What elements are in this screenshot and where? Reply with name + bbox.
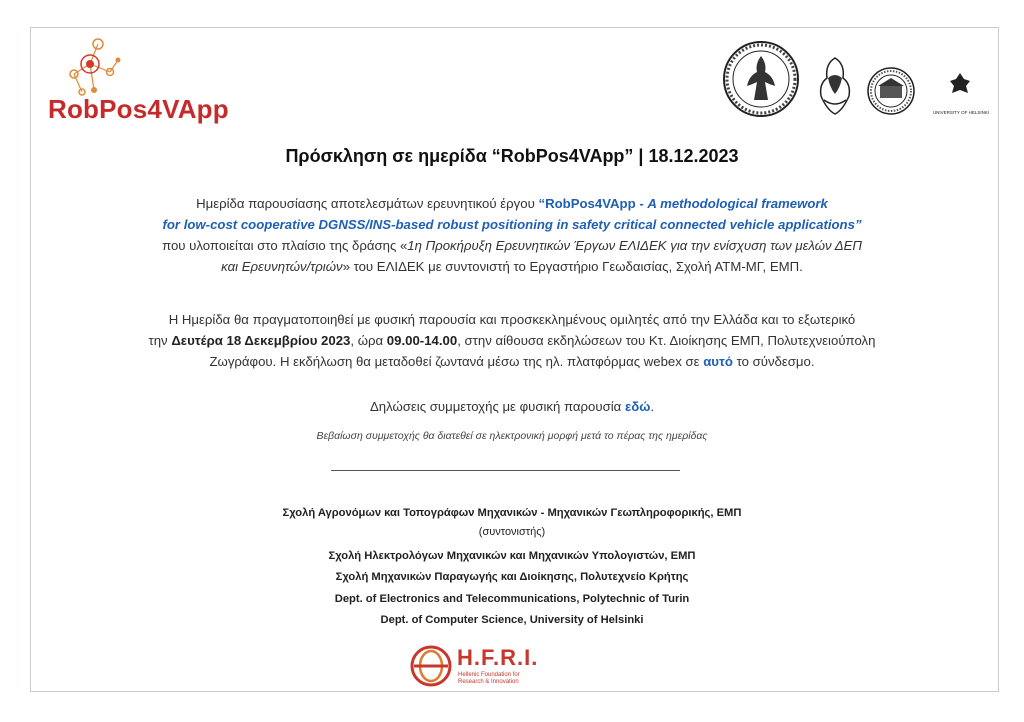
partner-logos <box>720 40 990 120</box>
stream-link[interactable]: αυτό <box>703 354 733 369</box>
event-date: Δευτέρα 18 Δεκεμβρίου 2023 <box>171 333 351 348</box>
partners-list <box>0 503 1024 632</box>
event-venue: , στην αίθουσα εκδηλώσεων του Κτ. Διοίκησης ΕΜΠ, Πολυτεχνειούπολη <box>457 333 876 348</box>
project-title-line1: A methodological framework <box>647 196 828 211</box>
partner-item: Dept. of Electronics and Telecommunications, Polytechnic of Turin <box>334 592 690 605</box>
hfri-logo <box>410 645 540 687</box>
hfri-full-line2: Research & Innovation <box>458 679 519 685</box>
action-line1: 1η Προκήρυξη Ερευνητικών Έργων ΕΛΙΔΕΚ για την ενίσχυση των μελών ΔΕΠ <box>407 238 862 253</box>
page-title: Πρόσκληση σε ημερίδα “RobPos4VApp” | 18.12.2023 <box>285 146 739 166</box>
stream-lead: Ζωγράφου. Η εκδήλωση θα μεταδοθεί ζωντανά μέσω της ηλ. πλατφόρμας webex σε <box>209 354 704 369</box>
helsinki-logo <box>932 72 990 120</box>
partner-item: Dept. of Computer Science, University of Helsinki <box>380 614 644 626</box>
action-line2: και Ερευνητών/τριών <box>221 259 343 274</box>
intro-lead: Ημερίδα παρουσίασης αποτελεσμάτων ερευνητικού έργου <box>196 196 539 211</box>
hfri-full-line1: Hellenic Foundation for <box>458 672 520 678</box>
brand-name: RobPos4VApp <box>48 94 229 124</box>
helsinki-caption: UNIVERSITY OF HELSINKI <box>932 110 990 115</box>
intro-paragraph <box>60 193 964 277</box>
hfri-full-name <box>458 672 520 686</box>
partner-item: Σχολή Αγρονόμων και Τοπογράφων Μηχανικών - Μηχανικών Γεωπληροφορικής, ΕΜΠ <box>282 507 742 519</box>
registration-link[interactable]: εδώ <box>624 399 651 414</box>
registration-line <box>0 399 1024 414</box>
time-lead: , ώρα <box>350 333 387 348</box>
technical-university-crete-icon <box>818 56 852 116</box>
politecnico-torino-seal-icon <box>866 66 916 116</box>
registration-tail: . <box>650 399 655 414</box>
project-title-line2: for low-cost cooperative DGNSS/INS-based robust positioning in safety critical connected vehicle applications” <box>162 217 862 232</box>
details-paragraph <box>60 309 964 372</box>
robpos-logo <box>48 36 278 136</box>
hfri-logo-icon <box>410 645 452 687</box>
date-lead: την <box>148 333 172 348</box>
partner-item: Σχολή Ηλεκτρολόγων Μηχανικών και Μηχανικών Υπολογιστών, ΕΜΠ <box>328 549 696 562</box>
certificate-note: Βεβαίωση συμμετοχής θα διατεθεί σε ηλεκτρονική μορφή μετά το πέρας της ημερίδας <box>316 430 708 442</box>
university-of-helsinki-icon <box>948 72 972 96</box>
ntua-seal-icon <box>720 40 802 118</box>
partner-item: Σχολή Μηχανικών Παραγωγής και Διοίκησης, Πολυτεχνείο Κρήτης <box>335 571 689 583</box>
details-line1: Η Ημερίδα θα πραγματοποιηθεί με φυσική παρουσία και προσκεκλημένους ομιλητές από την Ελλάδα και το εξωτερικό <box>168 312 856 327</box>
event-time: 09.00-14.00 <box>386 333 458 348</box>
context-tail: » του ΕΛΙΔΕΚ με συντονιστή το Εργαστήριο Γεωδαισίας, Σχολή ΑΤΜ-ΜΓ, ΕΜΠ. <box>342 259 803 274</box>
network-nodes-icon <box>60 36 130 98</box>
context-lead: που υλοποιείται στο πλαίσιο της δράσης « <box>162 238 408 253</box>
hfri-acronym: H.F.R.I. <box>457 645 539 670</box>
project-name: “RobPos4VApp - <box>538 196 648 211</box>
registration-lead: Δηλώσεις συμμετοχής με φυσική παρουσία <box>369 399 625 414</box>
divider <box>331 470 680 471</box>
partner-role: (συντονιστής) <box>478 525 546 538</box>
stream-tail: το σύνδεσμο. <box>732 354 815 369</box>
